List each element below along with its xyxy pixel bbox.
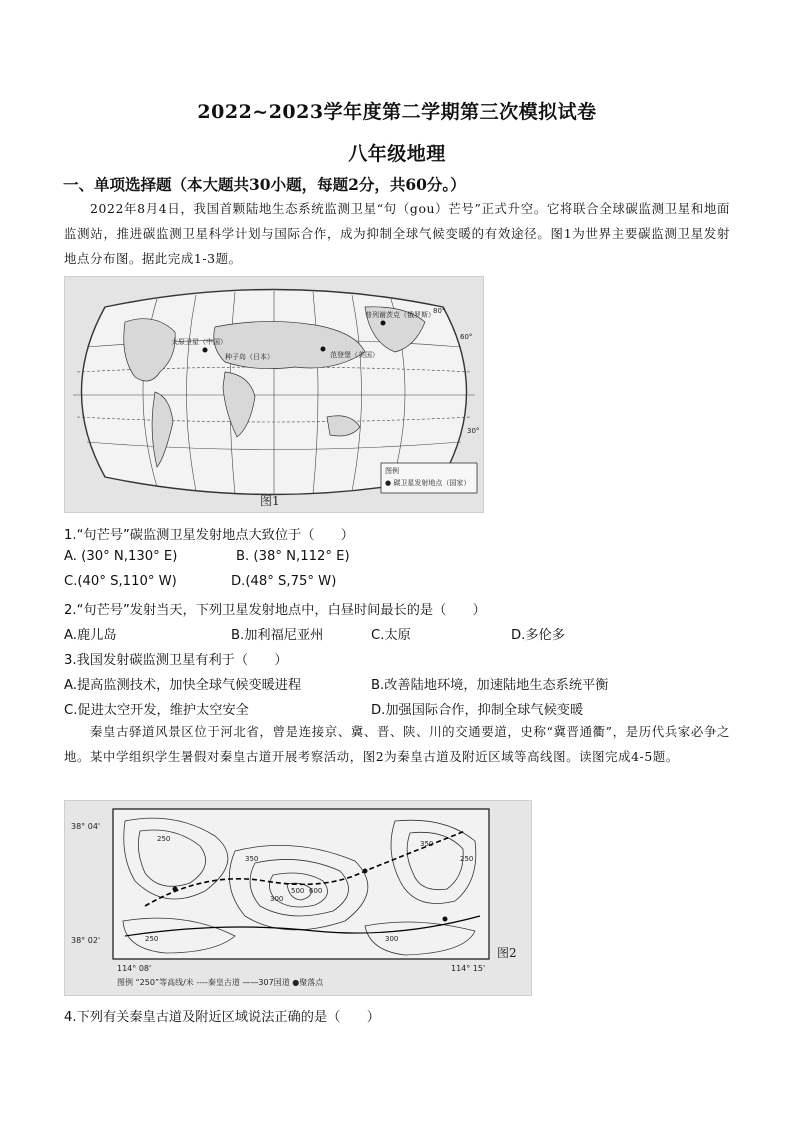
label-lon30: 30° [467, 427, 480, 435]
figure-1-world-map [64, 276, 484, 513]
passage-2: 秦皇古驿道风景区位于河北省，曾是连接京、冀、晋、陕、川的交通要道，史称“冀晋通衢”，是历代兵家必争之地。某中学组织学生暑假对秦皇古道开展考察活动，图2为秦皇古道及附近区域等高线图。读图完成4-5题。 [64, 724, 730, 764]
q1-option-c[interactable]: C.(40° S,110° W) [64, 574, 177, 589]
label-lat60: 60° [460, 333, 473, 341]
figure-2-caption: 图2 [497, 946, 517, 960]
q3-option-c[interactable]: C.促进太空开发，维护太空安全 [64, 703, 249, 718]
settlement-marker [443, 917, 448, 922]
contour-label: 500 [291, 887, 305, 895]
q3-option-a[interactable]: A.提高监测技术，加快全球气候变暖进程 [64, 678, 302, 693]
lat-top-label: 38° 04' [71, 822, 101, 831]
q3-option-d[interactable]: D.加强国际合作，抑制全球气候变暖 [371, 703, 584, 718]
world-map-graphic [65, 277, 483, 512]
question-3-stem: 3.我国发射碳监测卫星有利于（ ） [64, 653, 288, 668]
legend-title: 图例 [385, 467, 399, 475]
settlement-marker [173, 887, 178, 892]
label-vandenberg: 范登堡（美国） [330, 351, 379, 359]
legend-item: ● 碳卫星发射地点（国家） [385, 479, 471, 487]
launch-site-marker [381, 321, 386, 326]
launch-site-marker [321, 347, 326, 352]
contour-label: 300 [270, 895, 284, 903]
question-2-stem: 2.“句芒号”发射当天，下列卫星发射地点中，白昼时间最长的是（ ） [64, 603, 486, 618]
q2-option-c[interactable]: C.太原 [371, 628, 411, 643]
label-tanegashima: 种子岛（日本） [225, 353, 274, 361]
question-4-stem: 4.下列有关秦皇古道及附近区域说法正确的是（ ） [64, 1010, 380, 1025]
q2-option-a[interactable]: A.鹿儿岛 [64, 628, 117, 643]
q1-option-a[interactable]: A. (30° N,130° E) [64, 549, 178, 564]
lat-bottom-label: 38° 02' [71, 936, 101, 945]
passage-1: 2022年8月4日，我国首颗陆地生态系统监测卫星“句（gou）芒号”正式升空。它将联合全球碳监测卫星和地面监测站，推进碳监测卫星科学计划与国际合作，成为抑制全球气候变暖的有效途径。图1为世界主要碳监测卫星发射地点分布图。据此完成1-3题。 [64, 201, 730, 266]
contour-label: 300 [385, 935, 399, 943]
launch-site-marker [203, 348, 208, 353]
label-taiyuan: 太原卫星（中国） [171, 338, 227, 346]
label-lat80: 80° [433, 307, 446, 315]
settlement-marker [363, 869, 368, 874]
contour-label: 350 [420, 840, 434, 848]
question-1-stem: 1.“句芒号”碳监测卫星发射地点大致位于（ ） [64, 528, 354, 543]
lon-left-label: 114° 08' [117, 964, 152, 973]
q2-option-b[interactable]: B.加利福尼亚州 [231, 628, 324, 643]
contour-legend: 图例 “250”等高线/米 ----秦皇古道 ——307国道 ●聚落点 [117, 978, 324, 987]
q1-option-b[interactable]: B. (38° N,112° E) [236, 549, 350, 564]
contour-label: 250 [460, 855, 474, 863]
lon-right-label: 114° 15' [451, 964, 486, 973]
contour-label: 250 [157, 835, 171, 843]
contour-label: 600 [309, 887, 323, 895]
section-heading: 一、单项选择题（本大题共30小题，每题2分，共60分。） [63, 175, 466, 194]
q3-option-b[interactable]: B.改善陆地环境，加速陆地生态系统平衡 [371, 678, 609, 693]
contour-label: 350 [245, 855, 259, 863]
contour-label: 250 [145, 935, 159, 943]
q1-option-d[interactable]: D.(48° S,75° W) [231, 574, 337, 589]
figure-1-caption: 图1 [260, 494, 280, 508]
contour-map-graphic [65, 801, 531, 995]
label-plesetsk: 普列谢茨克（俄罗斯） [365, 311, 435, 319]
q2-option-d[interactable]: D.多伦多 [511, 628, 565, 643]
exam-subject: 八年级地理 [348, 143, 446, 165]
exam-title: 2022~2023学年度第二学期第三次模拟试卷 [197, 101, 597, 123]
figure-2-contour-map [64, 800, 532, 996]
